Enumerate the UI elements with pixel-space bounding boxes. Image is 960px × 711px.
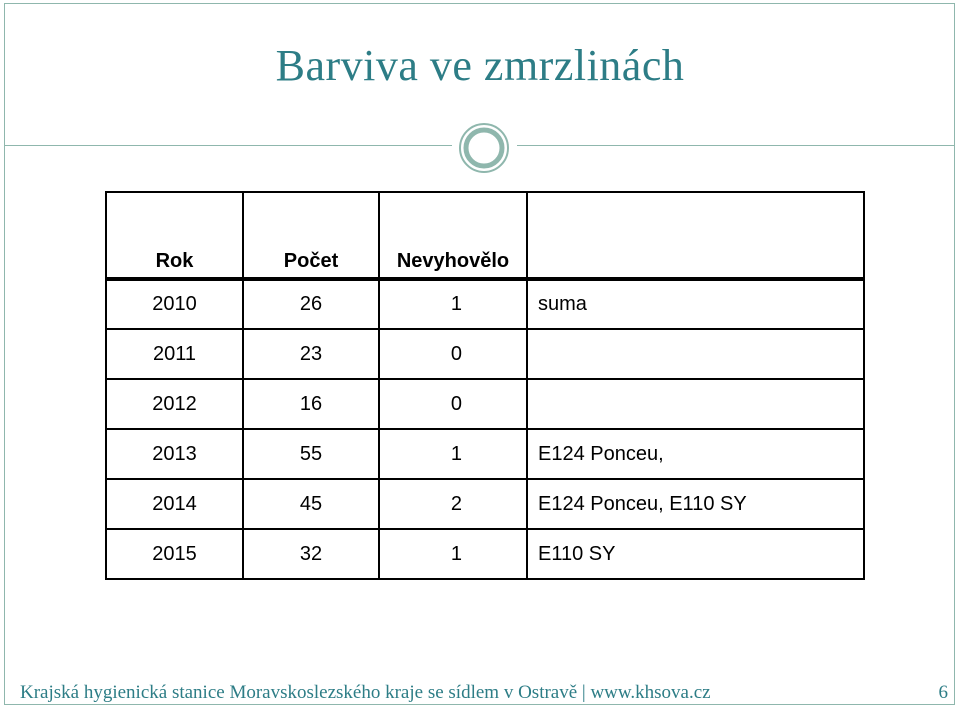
table-header-row (106, 192, 864, 279)
cell-year: 2015 (106, 529, 243, 579)
title-divider-right (517, 145, 954, 146)
header-cell: Počet (243, 192, 379, 279)
cell-failed: 0 (379, 379, 527, 429)
cell-count: 55 (243, 429, 379, 479)
cell-note: E124 Ponceu, (527, 429, 864, 479)
footer-text: Krajská hygienická stanice Moravskoslezského kraje se sídlem v Ostravě | www.khsova.cz (20, 682, 711, 703)
cell-failed: 1 (379, 429, 527, 479)
cell-count: 16 (243, 379, 379, 429)
page-number: 6 (938, 682, 948, 703)
table-row (106, 329, 864, 379)
circle-ornament-icon (458, 122, 510, 174)
cell-year: 2011 (106, 329, 243, 379)
cell-failed: 0 (379, 329, 527, 379)
cell-year: 2014 (106, 479, 243, 529)
cell-note: suma (527, 279, 864, 329)
cell-failed: 2 (379, 479, 527, 529)
cell-year: 2013 (106, 429, 243, 479)
colorants-table (105, 191, 865, 580)
table-row (106, 279, 864, 329)
table-row (106, 529, 864, 579)
title-divider-left (5, 145, 452, 146)
cell-year: 2012 (106, 379, 243, 429)
header-cell: Nevyhovělo (379, 192, 527, 279)
header-cell (527, 192, 864, 279)
slide-title: Barviva ve zmrzlinách (275, 41, 685, 90)
cell-note (527, 329, 864, 379)
table-row (106, 379, 864, 429)
cell-failed: 1 (379, 279, 527, 329)
cell-note: E124 Ponceu, E110 SY (527, 479, 864, 529)
cell-count: 45 (243, 479, 379, 529)
slide-footer (0, 682, 960, 708)
table-row (106, 429, 864, 479)
cell-failed: 1 (379, 529, 527, 579)
header-cell: Rok (106, 192, 243, 279)
cell-count: 32 (243, 529, 379, 579)
cell-year: 2010 (106, 279, 243, 329)
cell-note: E110 SY (527, 529, 864, 579)
table-row (106, 479, 864, 529)
cell-count: 23 (243, 329, 379, 379)
cell-note (527, 379, 864, 429)
cell-count: 26 (243, 279, 379, 329)
